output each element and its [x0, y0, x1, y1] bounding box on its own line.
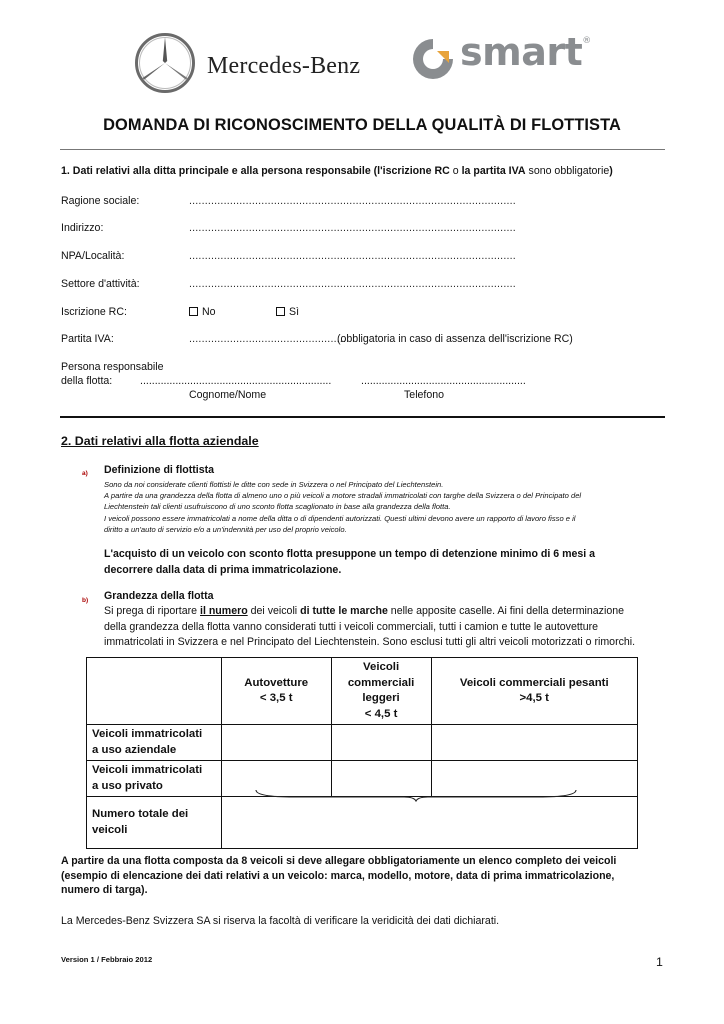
cell-numero-totale[interactable] — [221, 797, 637, 849]
cognome-nome-input[interactable]: ................................................................. — [140, 375, 332, 387]
ragione-sociale-input[interactable]: ........................................................................................................ — [189, 195, 516, 207]
divider — [60, 149, 665, 150]
cell-aziendale-pesanti[interactable] — [431, 725, 637, 761]
registered-mark: ® — [582, 36, 591, 46]
list-mark-b: b) — [82, 597, 89, 604]
brand-mercedes: Mercedes-Benz — [207, 53, 361, 79]
total-brace-icon — [254, 788, 578, 802]
partita-iva-note: (obbligatoria in caso di assenza dell'iscrizione RC) — [337, 333, 573, 345]
section2-heading: 2. Dati relativi alla flotta aziendale — [61, 434, 259, 448]
version-label: Version 1 / Febbraio 2012 — [61, 955, 153, 964]
col-autovetture: Autovetture < 3,5 t — [221, 658, 331, 725]
cell-aziendale-leggeri[interactable] — [331, 725, 431, 761]
settore-input[interactable]: ........................................................................................................ — [189, 278, 516, 290]
row-numero-totale: Numero totale dei veicoli — [87, 797, 222, 849]
iscrizione-rc-no-checkbox[interactable]: No — [189, 306, 216, 318]
grandezza-text: Si prega di riportare il numero dei veicoli di tutte le marche nelle apposite caselle. Ai fini della determinazione della grandezza della flotta vanno considerati tutti i veicoli commerciali, tutti i camion e tutte le autovetture immatricolati in Svizzera e nel Principato del Liechtenstein. Sono esclusi tutti gli altri veicoli motorizzati o rimorchi. — [104, 605, 636, 648]
grandezza-heading: Grandezza della flotta — [104, 590, 214, 602]
caption-telefono: Telefono — [404, 389, 445, 401]
section1-heading: 1. Dati relativi alla ditta principale e alla persona responsabile (l'iscrizione RC o la partita IVA sono obbligatorie) — [61, 165, 613, 177]
list-mark-a: a) — [82, 470, 88, 477]
header-logos — [0, 28, 724, 98]
partita-iva-input[interactable]: .................................................. — [189, 333, 347, 345]
verifica-notice: La Mercedes-Benz Svizzera SA si riserva la facoltà di verificare la veridicità dei dati dichiarati. — [61, 915, 500, 927]
fleet-table — [86, 657, 638, 849]
checkbox-icon — [189, 307, 198, 316]
checkbox-icon — [276, 307, 285, 316]
col-veicoli-commerciali-pesanti: Veicoli commerciali pesanti >4,5 t — [431, 658, 637, 725]
row-uso-privato: Veicoli immatricolati a uso privato — [87, 761, 222, 797]
indirizzo-input[interactable]: ........................................................................................................ — [189, 222, 516, 234]
section-divider — [60, 416, 665, 418]
npa-localita-input[interactable]: ........................................................................................................ — [189, 250, 516, 262]
definizione-text: Sono da noi considerate clienti flottisti le ditte con sede in Svizzera o nel Principato del Liechtenstein. A partire da una grandezza della flotta di almeno uno o più veicoli a motore stradali immatricolati con targhe della Svizzera o del Principato del Liechtenstein tali clienti usufruiscono di uno sconto flotta scaglionato in base alla grandezza della flotta. I veicoli possono essere immatricolati a nome della ditta o di dipendenti autorizzati. Questi ultimi devono avere un rapporto di lavoro fisso e il diritto a un'auto di servizio e/o a un'indennità per uso del proprio veicolo. — [104, 480, 582, 534]
page-number: 1 — [656, 955, 663, 969]
brand-smart: smart® — [460, 30, 591, 74]
elenco-veicoli-notice: A partire da una flotta composta da 8 veicoli si deve allegare obbligatoriamente un elenco completo dei veicoli (esempio di elencazione dei dati relativi a un veicolo: marca, modello, motore, data di prima immatricolazione, numero di targa). — [61, 855, 617, 896]
document-title: DOMANDA DI RICONOSCIMENTO DELLA QUALITÀ DI FLOTTISTA — [103, 116, 621, 134]
mercedes-star-icon — [134, 32, 196, 94]
telefono-input[interactable]: ........................................................ — [361, 375, 526, 387]
col-veicoli-commerciali-leggeri: Veicoli commerciali leggeri < 4,5 t — [331, 658, 431, 725]
row-uso-aziendale: Veicoli immatricolati a uso aziendale — [87, 725, 222, 761]
cell-aziendale-autovetture[interactable] — [221, 725, 331, 761]
smart-logo-icon — [410, 36, 456, 82]
definizione-heading: Definizione di flottista — [104, 464, 215, 476]
detenzione-notice: L'acquisto di un veicolo con sconto flotta presuppone un tempo di detenzione minimo di 6 mesi a decorrere dalla data di prima immatricolazione. — [104, 548, 596, 576]
iscrizione-rc-si-checkbox[interactable]: Sì — [276, 306, 299, 318]
caption-cognome-nome: Cognome/Nome — [189, 389, 267, 401]
table-corner-cell — [87, 658, 222, 725]
